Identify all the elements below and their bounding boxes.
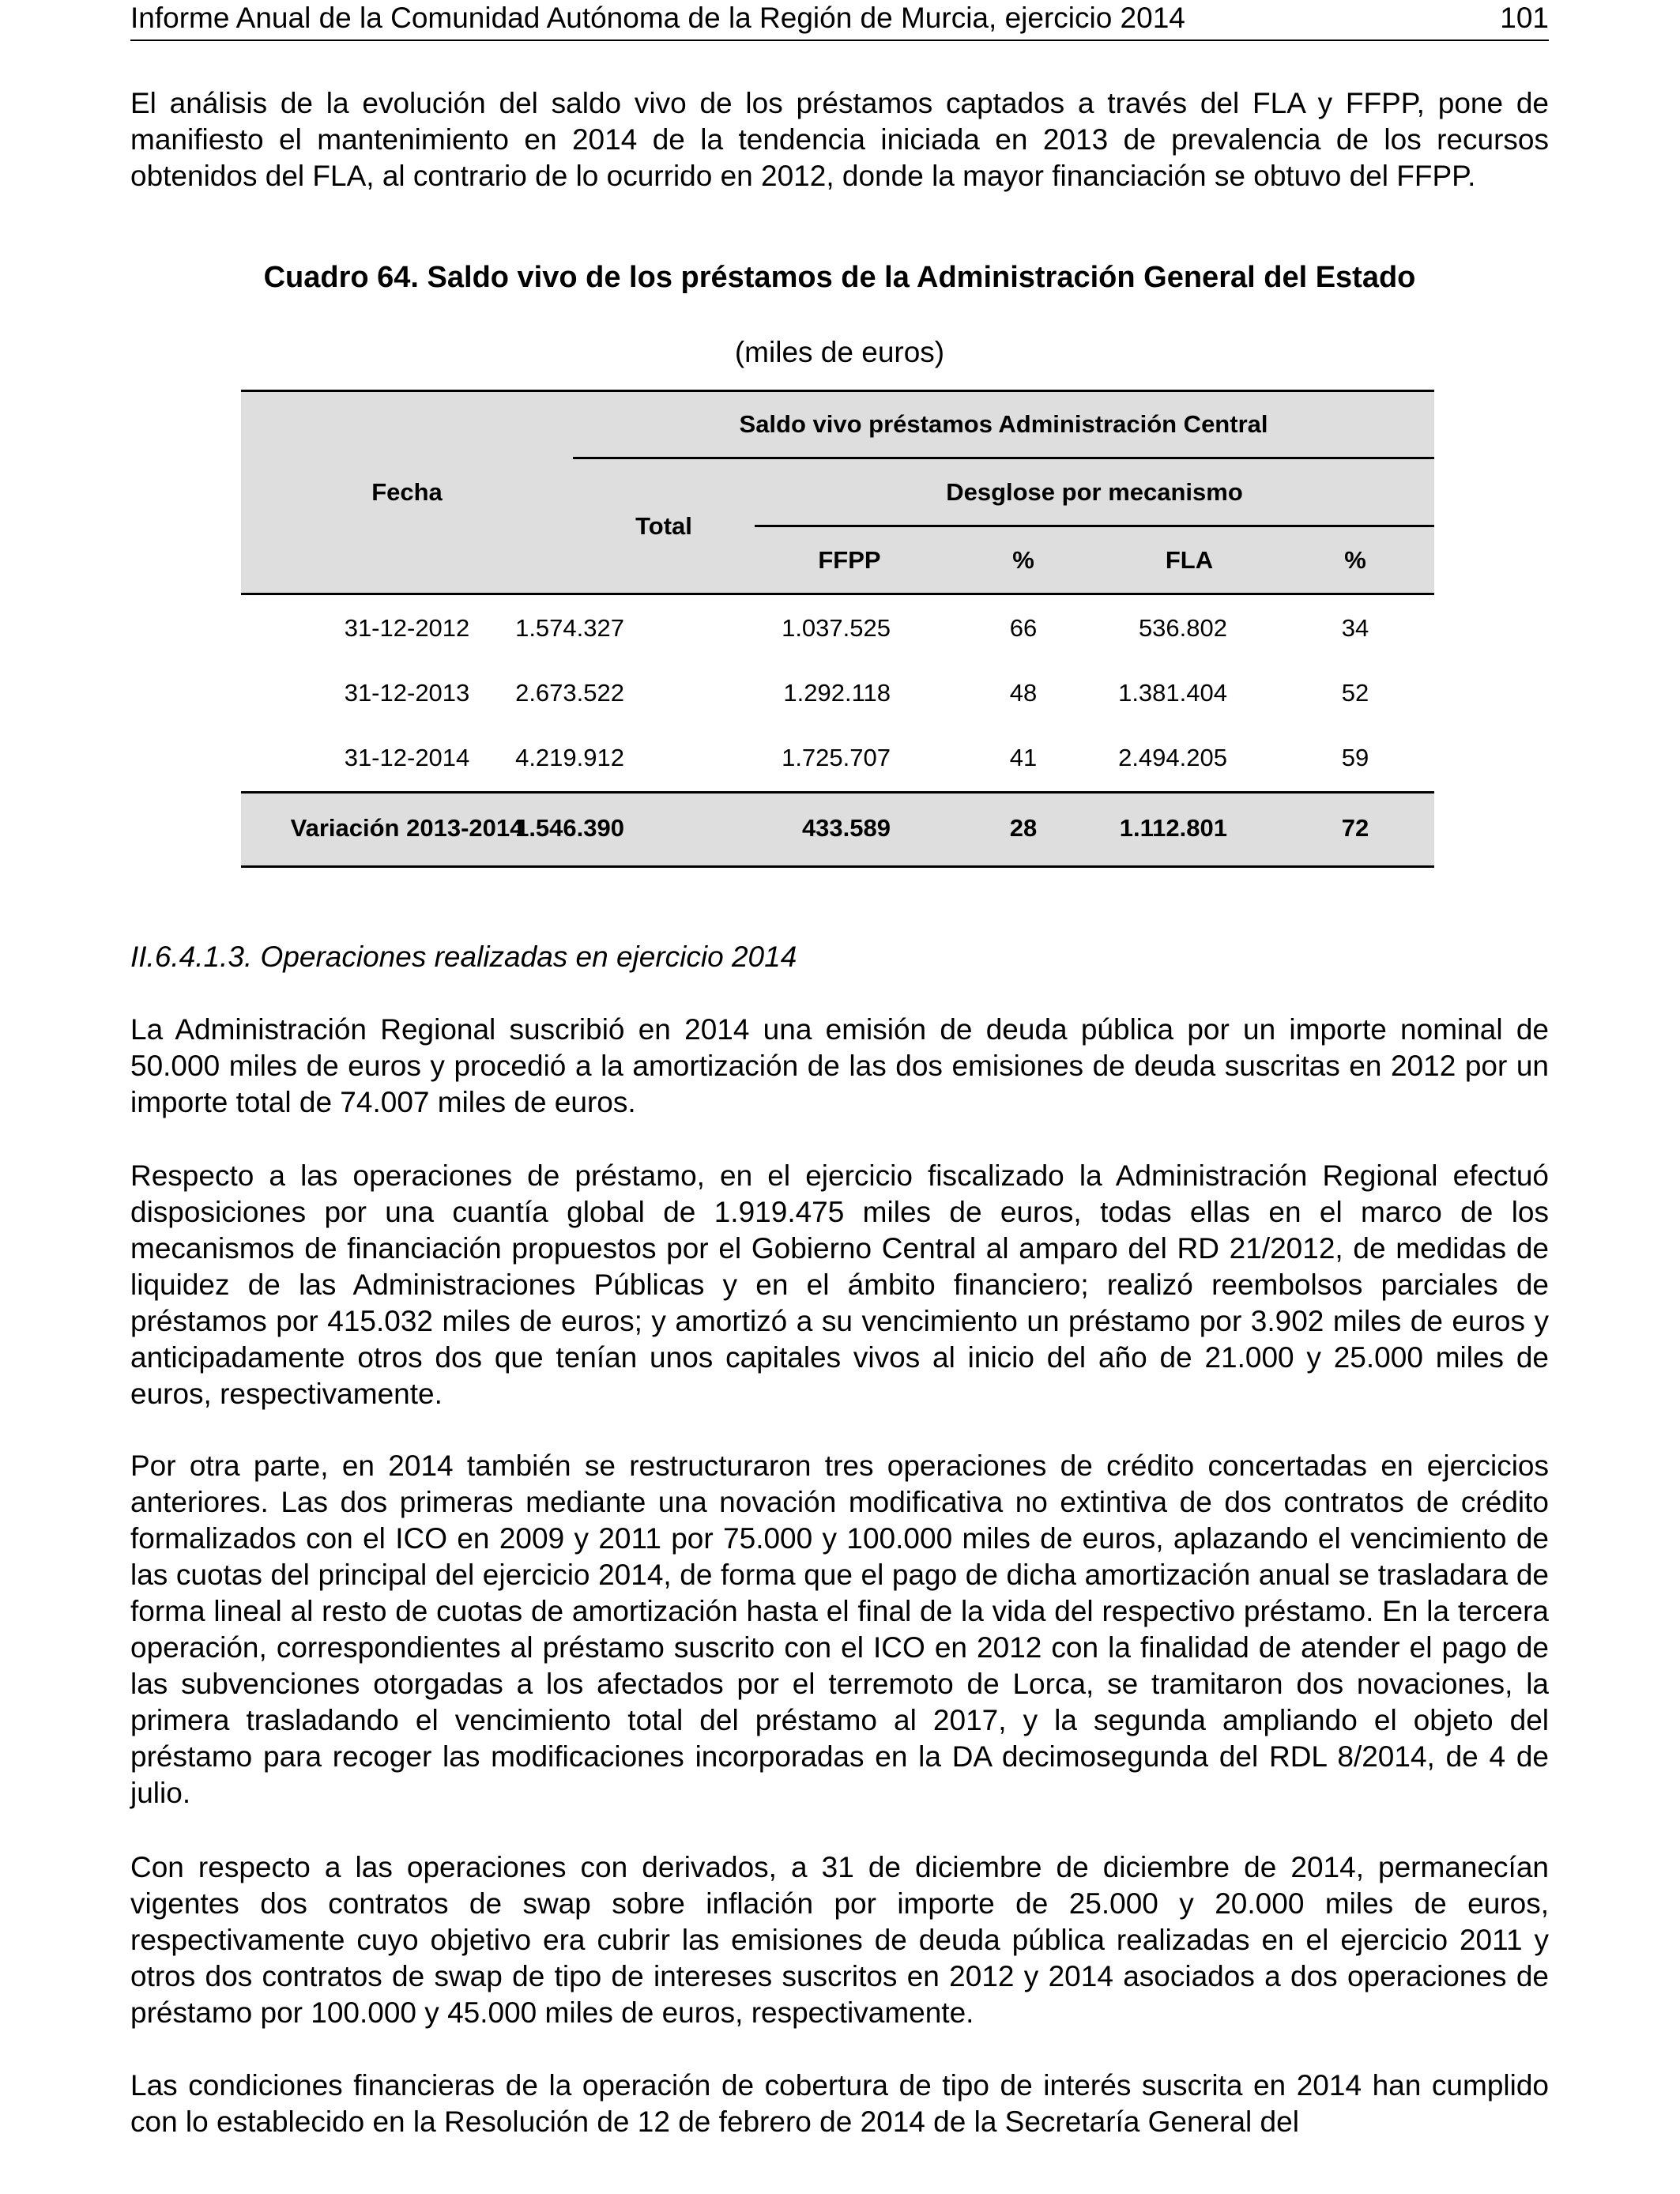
table-bottom-rule xyxy=(241,865,1434,868)
paragraph-emision-deuda: La Administración Regional suscribió en 2014 una emisión de deuda pública por un importe nominal de 50.000 miles de euros y procedió a la amortización de las dos emisiones de deuda suscritas en 2012 por un importe total de 74.007 miles de euros. xyxy=(130,1013,1549,1118)
row-2014-pct-ffpp: 41 xyxy=(1009,744,1038,771)
variation-ffpp: 433.589 xyxy=(801,814,891,842)
row-2012-pct-ffpp: 66 xyxy=(1009,614,1038,642)
paragraph-restructuracion: Por otra parte, en 2014 también se restructuraron tres operaciones de crédito concertadas en ejercicios anteriores. Las dos primeras mediante una novación modificativa no extintiva de dos contratos de crédito formalizados con el ICO en 2009 y 2011 por 75.000 y 100.000 miles de euros, aplazando el vencimiento de las cuotas del principal del ejercicio 2014, de forma que el pago de dicha amortización anual se trasladara de forma lineal al resto de cuotas de amortización hasta el final de la vida del respectivo préstamo. En la tercera operación, correspondientes al préstamo suscrito con el ICO en 2012 con la finalidad de atender el pago de las subvenciones otorgadas a los afectados por el terremoto de Lorca, se tramitaron dos novaciones, la primera trasladando el vencimiento total del préstamo al 2017, y la segunda ampliando el objeto del préstamo para recoger las modificaciones incorporadas en la DA decimosegunda del RDL 8/2014, de 4 de julio. xyxy=(130,1449,1549,1809)
table-variation-rule xyxy=(241,791,1434,794)
header-fla: FLA xyxy=(1165,546,1214,574)
variation-label: Variación 2013-2014 xyxy=(290,814,524,842)
header-ffpp: FFPP xyxy=(818,546,881,574)
row-2012-ffpp: 1.037.525 xyxy=(782,614,891,642)
row-2012-pct-fla: 34 xyxy=(1341,614,1369,642)
header-desglose: Desglose por mecanismo xyxy=(946,478,1243,506)
row-2013-total: 2.673.522 xyxy=(515,679,624,707)
table-header-rule xyxy=(241,593,1434,595)
header-pct-ffpp: % xyxy=(1012,546,1034,574)
row-2014-ffpp: 1.725.707 xyxy=(782,744,891,771)
section-heading: II.6.4.1.3. Operaciones realizadas en ejercicio 2014 xyxy=(130,941,797,973)
table-top-rule xyxy=(241,390,1434,392)
row-2012-fecha: 31-12-2012 xyxy=(344,614,470,642)
paragraph-derivados: Con respecto a las operaciones con derivados, a 31 de diciembre de diciembre de 2014, permanecían vigentes dos contratos de swap sobre inflación por importe de 25.000 y 20.000 miles de euros, respectivamente cuyo objetivo era cubrir las emisiones de deuda pública realizadas en el ejercicio 2011 y otros dos contratos de swap de tipo de intereses suscritos en 2012 y 2014 asociados a dos operaciones de préstamo por 100.000 y 45.000 miles de euros, respectivamente. xyxy=(130,1851,1549,2029)
header-group: Saldo vivo préstamos Administración Central xyxy=(739,410,1268,438)
row-2014-total: 4.219.912 xyxy=(515,744,624,771)
variation-pct-fla: 72 xyxy=(1341,814,1369,842)
variation-pct-ffpp: 28 xyxy=(1009,814,1038,842)
header-total: Total xyxy=(635,512,692,540)
row-2013-fecha: 31-12-2013 xyxy=(344,679,470,707)
row-2014-pct-fla: 59 xyxy=(1341,744,1369,771)
page-number: 101 xyxy=(1500,2,1549,34)
table-units: (miles de euros) xyxy=(734,336,945,368)
variation-fla: 1.112.801 xyxy=(1119,814,1227,842)
header-fecha: Fecha xyxy=(371,478,443,506)
paragraph-cobertura: Las condiciones financieras de la operación de cobertura de tipo de interés suscrita en 2014 han cumplido con lo establecido en la Resolución de 12 de febrero de 2014 de la Secretaría General del xyxy=(130,2069,1549,2138)
header-pct-fla: % xyxy=(1344,546,1366,574)
page-header xyxy=(130,0,1549,41)
variation-total: 1.546.390 xyxy=(515,814,624,842)
row-2013-pct-ffpp: 48 xyxy=(1009,679,1038,707)
table-desglose-rule xyxy=(755,525,1434,527)
paragraph-operaciones-prestamo: Respecto a las operaciones de préstamo, en el ejercicio fiscalizado la Administración Regional efectuó disposiciones por una cuantía global de 1.919.475 miles de euros, todas ellas en el marco de los mecanismos de financiación propuestos por el Gobierno Central al amparo del RD 21/2012, de medidas de liquidez de las Administraciones Públicas y en el ámbito financiero; realizó reembolsos parciales de préstamos por 415.032 miles de euros; y amortizó a su vencimiento un préstamo por 3.902 miles de euros y anticipadamente otros dos que tenían unos capitales vivos al inicio del año de 21.000 y 25.000 miles de euros, respectivamente. xyxy=(130,1159,1549,1410)
row-2013-fla: 1.381.404 xyxy=(1118,679,1227,707)
intro-paragraph: El análisis de la evolución del saldo vivo de los préstamos captados a través del FLA y FFPP, pone de manifiesto el mantenimiento en 2014 de la tendencia iniciada en 2013 de prevalencia de los recursos obtenidos del FLA, al contrario de lo ocurrido en 2012, donde la mayor financiación se obtuvo del FFPP. xyxy=(130,87,1549,192)
row-2014-fecha: 31-12-2014 xyxy=(344,744,470,771)
row-2014-fla: 2.494.205 xyxy=(1118,744,1227,771)
row-2013-pct-fla: 52 xyxy=(1341,679,1369,707)
data-table xyxy=(241,390,1434,867)
row-2012-fla: 536.802 xyxy=(1138,614,1227,642)
row-2012-total: 1.574.327 xyxy=(515,614,624,642)
table-group-rule xyxy=(573,457,1434,459)
header-title: Informe Anual de la Comunidad Autónoma de la Región de Murcia, ejercicio 2014 xyxy=(130,2,1185,34)
row-2013-ffpp: 1.292.118 xyxy=(783,679,891,707)
table-caption: Cuadro 64. Saldo vivo de los préstamos de la Administración General del Estado xyxy=(263,261,1416,294)
